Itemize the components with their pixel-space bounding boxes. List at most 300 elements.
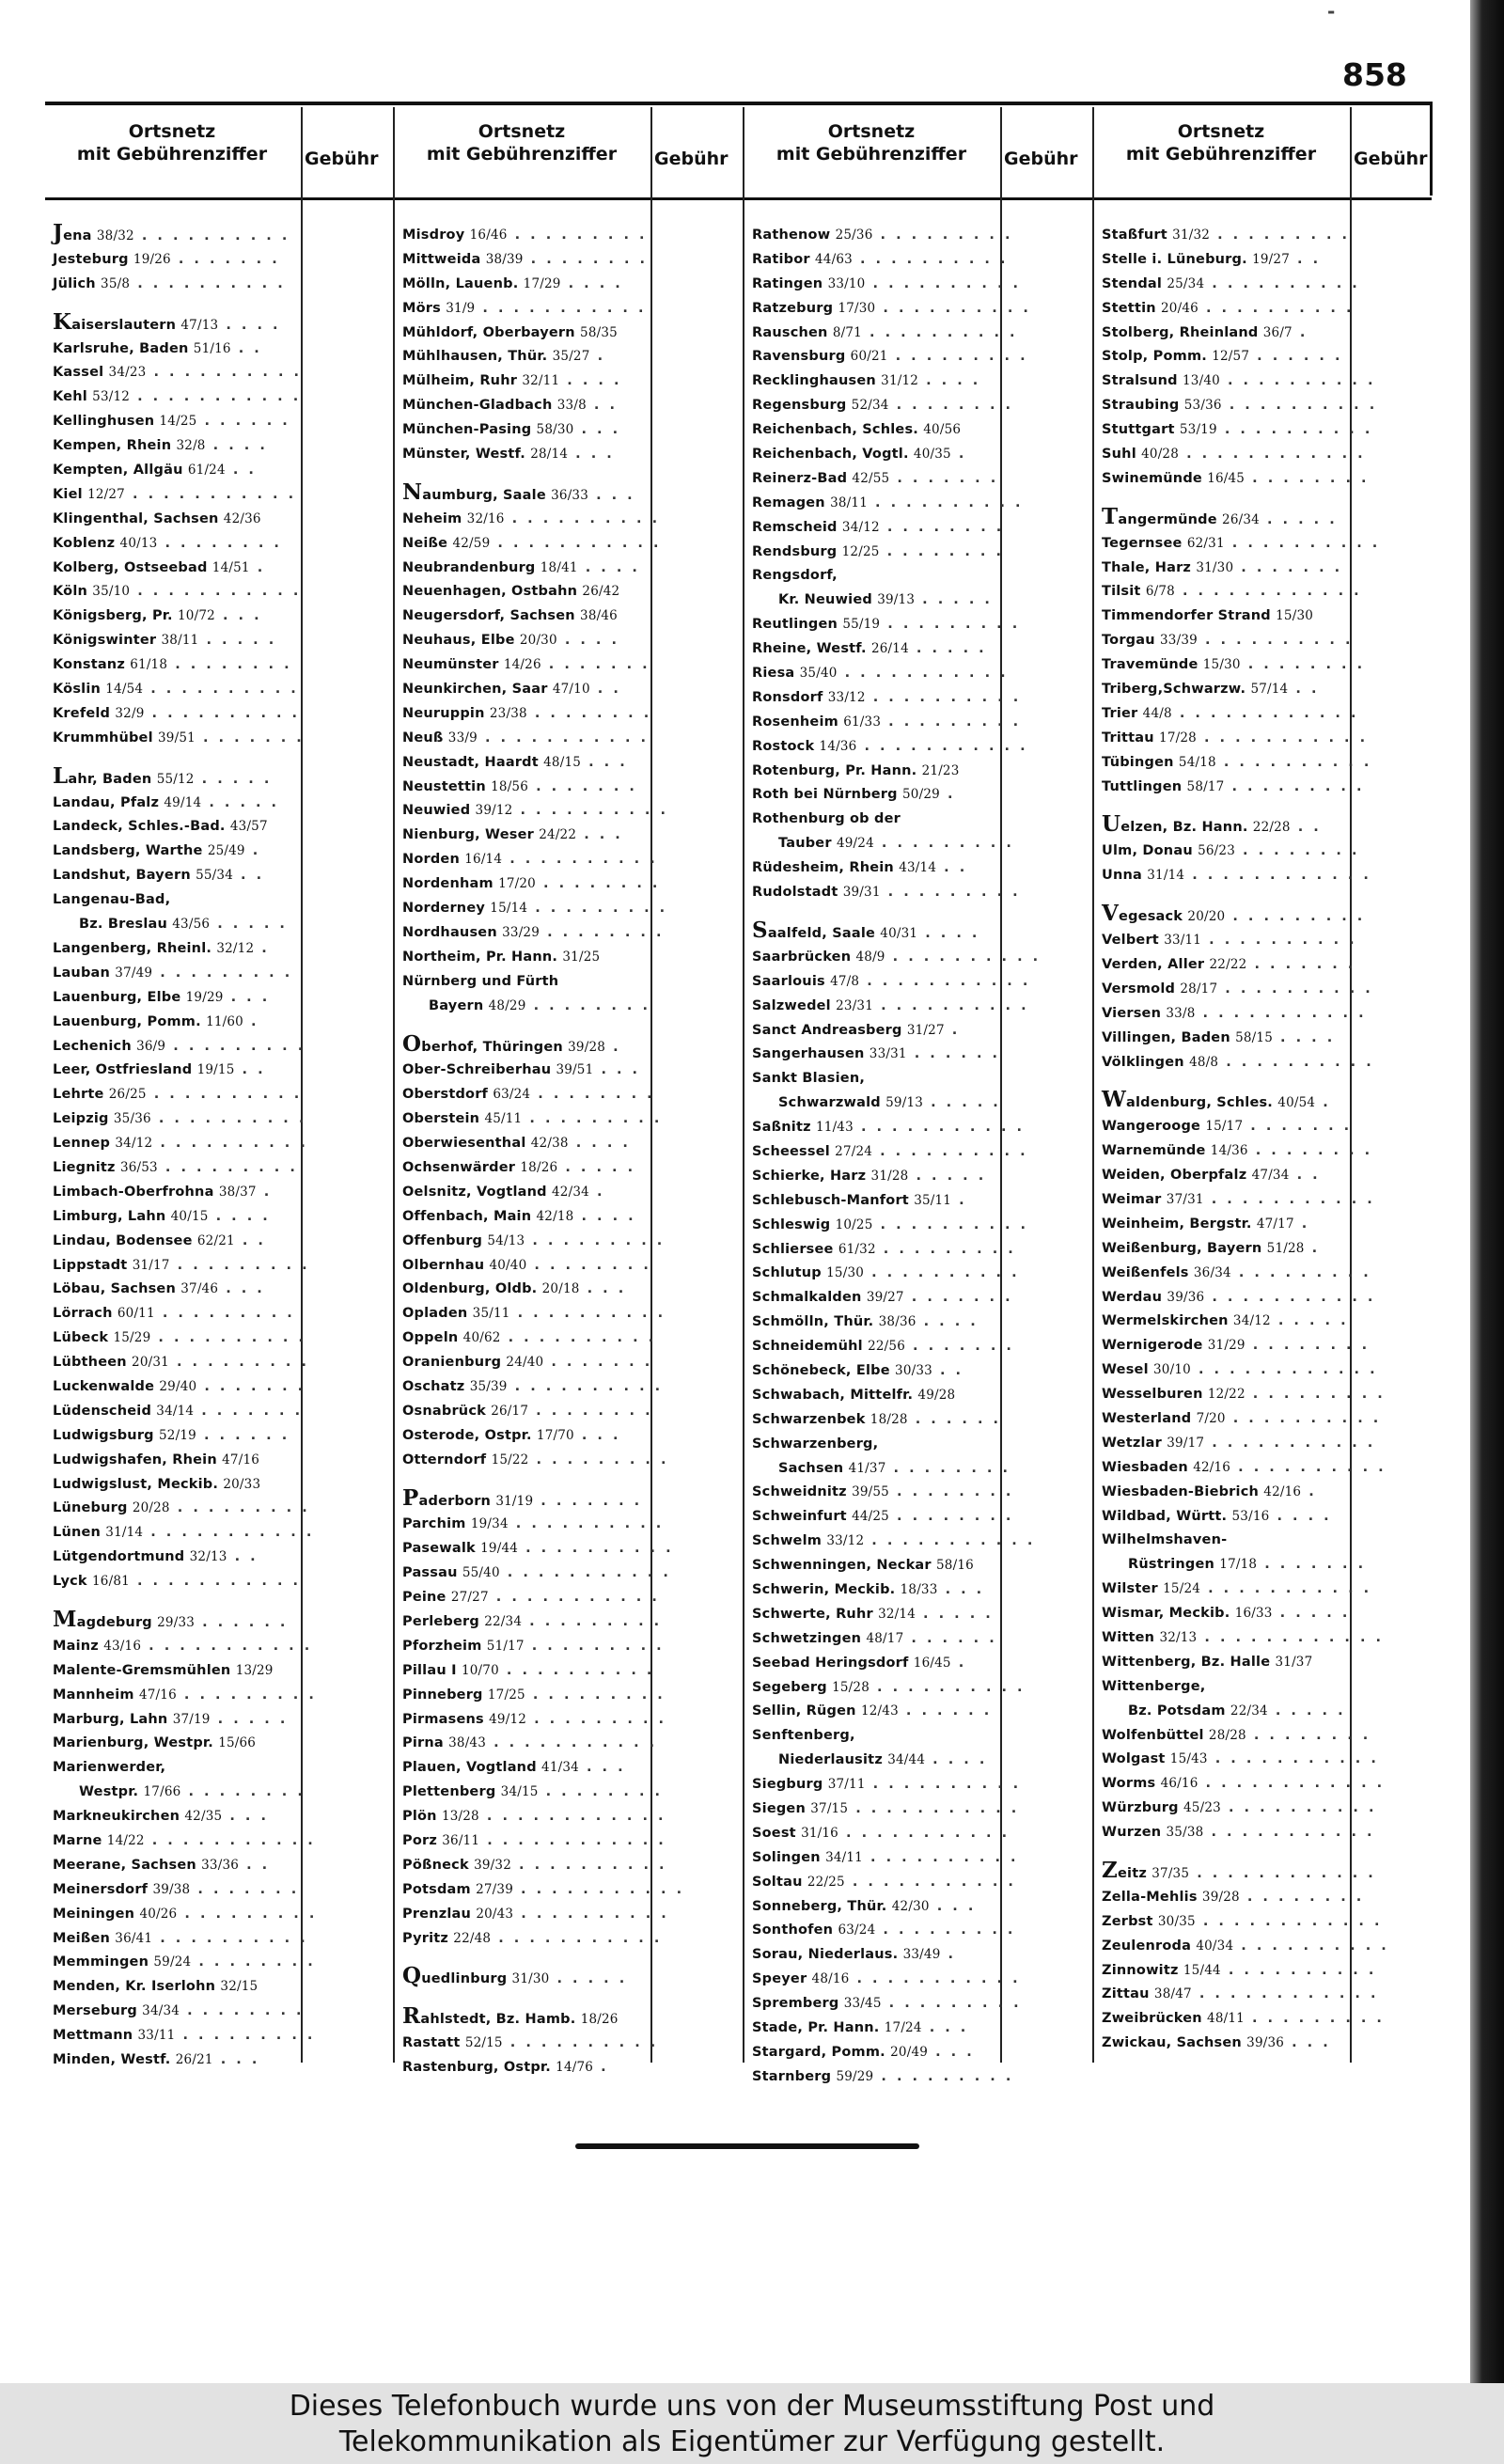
place-name: Landeck, Schles.-Bad.	[53, 819, 226, 835]
directory-entry	[1102, 1910, 1383, 1935]
fee-code: 14/51	[212, 559, 250, 575]
leader-dots: . . . . . . .	[195, 730, 305, 745]
fee-code: 20/30	[519, 633, 557, 649]
leader-dots: .	[249, 559, 266, 575]
fee-code: 27/24	[835, 1143, 873, 1159]
directory-entry	[1102, 1983, 1379, 2007]
leader-dots: . . . . . . . .	[530, 1087, 655, 1103]
place-name: Pasewalk	[402, 1541, 476, 1557]
directory-entry	[1102, 1553, 1367, 1577]
directory-entry	[53, 678, 299, 702]
place-name: Parchim	[402, 1516, 466, 1532]
place-name: Landshut, Bayern	[53, 868, 191, 884]
leader-dots: . . . .	[577, 559, 640, 575]
leader-dots: . . . . . . . .	[879, 519, 1005, 535]
fee-code: 41/34	[541, 1760, 579, 1776]
fee-code: 57/14	[1250, 682, 1289, 698]
fee-code: 51/28	[1266, 1240, 1305, 1256]
place-name: Langenberg, Rheinl.	[53, 940, 212, 956]
directory-columns	[45, 107, 1432, 2084]
place-name: Solingen	[752, 1849, 821, 1865]
fee-code: 19/27	[1252, 251, 1290, 267]
fee-code: 29/40	[159, 1378, 197, 1394]
place-name: Marburg, Lahn	[53, 1711, 168, 1727]
directory-entry	[752, 735, 1028, 760]
leader-dots: . . . . . . . . . .	[864, 1265, 1020, 1281]
place-name: Neugersdorf, Sachsen	[402, 608, 575, 624]
fee-code: 19/29	[185, 989, 224, 1005]
directory-entry	[53, 1107, 307, 1132]
fee-code: 42/59	[452, 535, 491, 551]
place-name: Ravensburg	[752, 349, 846, 365]
fee-code: 39/51	[556, 1062, 594, 1078]
fee-code: 11/60	[206, 1013, 243, 1029]
leader-dots: . . . . . . . . . .	[502, 2035, 659, 2051]
fee-code: 35/36	[113, 1111, 151, 1127]
fee-code: 38/11	[161, 633, 199, 649]
fee-code: 61/33	[843, 714, 882, 730]
directory-entry	[752, 662, 1009, 686]
leader-dots: . . . . . . . . . .	[1198, 300, 1355, 316]
leader-dots: . . . . . . . . . . .	[475, 300, 647, 316]
place-name: Regensburg	[752, 398, 847, 414]
leader-dots: . . . . . . . . .	[1225, 909, 1366, 925]
directory-entry	[1102, 1651, 1348, 1675]
place-name: Lünen	[53, 1525, 102, 1541]
fee-heading: Gebühr	[305, 149, 379, 169]
directory-entry	[752, 1968, 1021, 1992]
directory-entry	[1102, 953, 1356, 978]
leader-dots: . . . . . . . .	[526, 1257, 651, 1273]
place-name: Kempten, Allgäu	[53, 463, 183, 479]
leader-dots: . . . . . . . .	[1239, 1889, 1365, 1905]
directory-entry	[53, 1375, 306, 1400]
leader-dots: .	[951, 1192, 967, 1208]
leader-dots: . .	[936, 860, 968, 876]
directory-entry	[53, 1132, 308, 1156]
fee-code: 53/16	[1231, 1508, 1270, 1524]
leader-dots: .	[1293, 1216, 1310, 1232]
place-name: Weiden, Oberpfalz	[1102, 1168, 1247, 1184]
leader-dots: . . . . . . . . . . .	[490, 535, 662, 551]
leader-dots: . . . . . . . . . . . .	[1191, 1986, 1379, 2002]
directory-entry	[53, 913, 299, 937]
place-name: Segeberg	[752, 1679, 827, 1695]
leader-dots: . . .	[223, 989, 271, 1005]
directory-entry	[1102, 1886, 1365, 1910]
leader-dots: . . . . . . . .	[528, 1403, 653, 1419]
place-name: Siegburg	[752, 1777, 823, 1793]
place-name: Lübeck	[53, 1330, 109, 1346]
fee-code: 49/28	[917, 1387, 956, 1403]
directory-entry	[53, 762, 299, 792]
leader-dots: . .	[225, 463, 257, 479]
place-name: Koblenz	[53, 535, 116, 551]
directory-entry	[752, 1043, 1001, 1067]
place-name: Ludwigshafen, Rhein	[53, 1452, 217, 1467]
leader-dots: .	[950, 447, 967, 463]
place-name: Oldenburg, Oldb.	[402, 1281, 538, 1297]
directory-entry	[1102, 1481, 1348, 1505]
place-name: Neuwied	[402, 803, 471, 819]
leader-dots: . . . . .	[915, 1606, 994, 1622]
place-name: Weinheim, Bergstr.	[1102, 1216, 1252, 1232]
leader-dots: . . . .	[925, 1752, 988, 1768]
directory-entry	[402, 297, 649, 322]
fee-code: 35/8	[101, 275, 131, 291]
place-name: Pinneberg	[402, 1687, 483, 1703]
directory-entry	[402, 1230, 666, 1254]
leader-dots: . . . . . . . . . . .	[1204, 1289, 1376, 1305]
fee-code: 40/31	[880, 925, 918, 941]
place-name: Nürnberg und Fürth	[402, 973, 559, 989]
directory-entry	[1102, 224, 1351, 248]
directory-entry	[1102, 1237, 1348, 1262]
leader-dots: . . . . . . . . . .	[870, 1679, 1026, 1695]
place-name: Tauber	[778, 836, 832, 852]
column-3	[744, 107, 1092, 2084]
leader-dots: . . . . . . . . . .	[144, 705, 301, 721]
fee-code: 24/40	[506, 1355, 544, 1371]
fee-code: 38/37	[218, 1184, 257, 1200]
leader-dots: .	[593, 2060, 609, 2076]
place-name: Ochsenwärder	[402, 1159, 516, 1175]
place-name: Mölln, Lauenb.	[402, 275, 519, 291]
leader-dots: . . . . . . . .	[180, 1784, 306, 1800]
leader-dots: . . . . . . . . . . .	[1207, 1751, 1379, 1767]
directory-entry	[402, 1107, 663, 1132]
fee-code: 32/13	[189, 1549, 227, 1565]
fee-code: 12/43	[860, 1703, 899, 1719]
directory-entry	[752, 1310, 998, 1335]
ortsnetz-heading: Ortsnetz mit Gebührenziffer	[776, 121, 967, 165]
directory-entry	[1102, 1213, 1348, 1237]
directory-entry	[402, 776, 649, 800]
fee-code: 14/25	[159, 414, 197, 430]
fee-code: 37/19	[172, 1711, 211, 1727]
leader-dots: . . . . . . . . . .	[500, 1330, 657, 1346]
directory-entry	[1102, 678, 1348, 702]
fee-code: 32/14	[878, 1606, 916, 1622]
leader-dots: . . .	[212, 2052, 260, 2068]
leader-dots: . . . . . .	[898, 1703, 993, 1719]
fee-code: 20/46	[1161, 300, 1198, 316]
place-name: Wiesbaden	[1102, 1459, 1188, 1475]
place-name: Neiße	[402, 535, 448, 551]
directory-entry	[752, 1262, 1020, 1286]
leader-dots: . . . . . . . . . . .	[129, 1574, 302, 1590]
directory-entry	[402, 1083, 655, 1107]
leader-dots: . . . . . . . . .	[880, 885, 1021, 901]
directory-entry	[752, 1116, 1026, 1140]
place-name: Ludwigsburg	[53, 1427, 154, 1443]
leader-dots: . . . . . . . . . .	[150, 1111, 307, 1127]
fee-code: 26/14	[870, 641, 909, 657]
entry-initial: S	[752, 917, 768, 943]
place-name: Nienburg, Weser	[402, 827, 534, 843]
leader-dots: . . . . .	[194, 771, 273, 787]
fee-code: 17/25	[487, 1687, 525, 1703]
leader-dots: . . . . . . . . . . .	[837, 666, 1009, 682]
place-name: Straubing	[1102, 398, 1180, 414]
leader-dots: . . . .	[573, 1208, 636, 1224]
fee-code: 17/20	[498, 876, 536, 892]
place-name: Mannheim	[53, 1687, 134, 1703]
directory-entry	[53, 1326, 306, 1351]
leader-dots: . . .	[568, 447, 615, 463]
directory-entry	[752, 637, 998, 662]
fee-code: 39/31	[842, 885, 881, 901]
leader-dots: . . . . . . . . . . .	[143, 1525, 315, 1541]
place-name: Triberg,Schwarzw.	[1102, 682, 1246, 698]
directory-entry	[752, 711, 1022, 735]
fee-code: 39/28	[568, 1039, 606, 1055]
fee-code: 63/24	[838, 1923, 876, 1938]
column-header	[744, 107, 1092, 200]
place-name: Zinnowitz	[1102, 1962, 1179, 1978]
place-name: Neuß	[402, 730, 444, 745]
directory-entry	[752, 1797, 1020, 1822]
directory-entry	[402, 1781, 664, 1805]
leader-dots: . . . . . . . . . . . .	[1197, 1629, 1385, 1645]
place-name: Warnemünde	[1102, 1143, 1206, 1159]
directory-entry	[1102, 1286, 1376, 1310]
directory-entry	[1102, 297, 1355, 322]
directory-entry	[402, 1484, 649, 1514]
fee-code: 39/27	[866, 1290, 904, 1306]
place-name: Neuhaus, Elbe	[402, 633, 515, 649]
directory-entry	[752, 1578, 998, 1603]
directory-entry	[752, 1724, 998, 1749]
leader-dots: . . . .	[916, 1314, 979, 1330]
leader-dots: . . . . . . . . .	[525, 1232, 666, 1248]
fee-code: 33/45	[843, 1996, 882, 2012]
directory-entry	[1102, 604, 1348, 629]
leader-dots: . . . . . . .	[889, 470, 999, 486]
entry-initial: K	[53, 308, 72, 335]
leader-dots: . . . . . . . . .	[152, 965, 293, 981]
place-name: Osnabrück	[402, 1403, 486, 1419]
place-name: Wernigerode	[1102, 1338, 1203, 1354]
leader-dots: . . . . . . . .	[526, 705, 652, 721]
directory-entry	[1102, 811, 1348, 840]
directory-entry	[402, 1805, 666, 1829]
leader-dots: . . . . . . . . . .	[872, 1216, 1029, 1232]
place-name: Markneukirchen	[53, 1809, 180, 1825]
place-name: Schwerte, Ruhr	[752, 1606, 873, 1622]
place-name: Nordhausen	[402, 924, 497, 940]
fee-code: 47/16	[222, 1452, 260, 1467]
directory-entry	[402, 1059, 649, 1083]
place-name: Senftenberg,	[752, 1728, 855, 1744]
fee-code: 36/7	[1262, 324, 1292, 340]
directory-entry	[402, 1659, 655, 1684]
leader-dots: . . .	[576, 827, 623, 843]
place-name: Ulm, Donau	[1102, 843, 1193, 859]
fee-code: 18/33	[900, 1581, 938, 1597]
fee-code: 33/36	[201, 1857, 240, 1873]
directory-entry	[752, 1992, 1022, 2017]
leader-dots: . . . . . . . .	[180, 2003, 305, 2019]
fee-code: 30/10	[1153, 1362, 1191, 1378]
directory-entry	[1102, 1935, 1389, 1959]
place-name: Münster, Westf.	[402, 447, 525, 463]
place-name: Wolgast	[1102, 1751, 1166, 1767]
place-name: Nordenham	[402, 876, 494, 892]
place-name: Oberstdorf	[402, 1087, 489, 1103]
place-name: Luckenwalde	[53, 1378, 155, 1394]
leader-dots: . . . . .	[557, 1159, 636, 1175]
directory-entry	[53, 962, 299, 986]
leader-dots: . . . . . . . . . .	[1219, 373, 1376, 389]
fee-code: 37/35	[1152, 1866, 1190, 1881]
fee-code: 55/12	[156, 771, 195, 787]
fee-code: 15/17	[1205, 1119, 1244, 1135]
place-name: Tübingen	[1102, 754, 1174, 770]
place-name: Rosenheim	[752, 714, 838, 730]
leader-dots: . . . . . . . . . . .	[491, 1930, 663, 1946]
fee-code: 42/18	[536, 1208, 574, 1224]
fee-code: 58/30	[536, 422, 574, 438]
place-name: Lechenich	[53, 1038, 132, 1054]
fee-code: 19/44	[480, 1541, 519, 1557]
fee-code: 16/81	[92, 1574, 130, 1590]
fee-code: 34/11	[825, 1849, 863, 1865]
directory-entry	[1102, 2007, 1385, 2032]
place-name: Reichenbach, Vogtl.	[752, 447, 909, 463]
place-name: Rauschen	[752, 324, 828, 340]
leader-dots: . . . . . . . . . . .	[1203, 1825, 1375, 1841]
directory-entry	[1102, 929, 1357, 953]
directory-entry	[752, 2065, 1014, 2090]
place-name: Schliersee	[752, 1241, 834, 1257]
fee-code: 33/8	[1166, 1005, 1196, 1021]
leader-dots: .	[950, 1655, 967, 1671]
leader-dots: . . . . . . . . . .	[868, 494, 1024, 510]
leader-dots: . . . . .	[201, 794, 280, 810]
fee-code: 52/15	[464, 2035, 503, 2051]
leader-dots: . . . . . . . . . .	[498, 1662, 655, 1678]
fee-code: 39/38	[152, 1881, 191, 1897]
leader-dots: . . . . . . . .	[525, 997, 650, 1013]
directory-entry	[402, 557, 649, 581]
directory-entry	[402, 1424, 649, 1449]
directory-entry	[752, 248, 1009, 273]
leader-dots: . . . . . . . .	[1245, 470, 1370, 486]
fee-code: 31/16	[801, 1825, 838, 1841]
place-name: Rastatt	[402, 2035, 461, 2051]
place-name: Jülich	[53, 275, 96, 291]
fee-code: 60/21	[850, 349, 888, 365]
directory-entry	[53, 2048, 299, 2073]
fee-code: 25/36	[835, 228, 873, 243]
directory-entry	[1102, 1505, 1348, 1530]
fee-code: 28/14	[530, 447, 569, 463]
place-name: Westerland	[1102, 1410, 1192, 1426]
directory-entry	[1102, 1139, 1373, 1164]
fee-code: 22/34	[1230, 1703, 1268, 1719]
place-name: Lehrte	[53, 1087, 104, 1103]
place-name: Schwabach, Mittelfr.	[752, 1387, 914, 1403]
directory-entry	[752, 224, 1013, 248]
leader-dots: . . . . . . . . . .	[873, 997, 1029, 1013]
leader-dots: . . . . . . . . . . .	[856, 738, 1028, 754]
place-name: Klingenthal, Sachsen	[53, 510, 219, 526]
directory-entry	[1102, 345, 1348, 369]
directory-entry	[402, 1449, 669, 1473]
directory-entry	[53, 1756, 299, 1781]
directory-entry	[53, 1606, 299, 1635]
fee-code: 42/35	[184, 1809, 223, 1825]
fee-code: 12/27	[87, 486, 125, 502]
place-name: Leer, Ostfriesland	[53, 1062, 193, 1078]
page-number: 858	[1342, 56, 1407, 93]
leader-dots: . . . . . . . . .	[887, 349, 1028, 365]
directory-entry	[1102, 1577, 1372, 1602]
place-name: Remscheid	[752, 519, 838, 535]
directory-entry	[53, 2024, 316, 2048]
leader-dots: . . .	[929, 1898, 977, 1914]
provenance-footer	[0, 2383, 1504, 2464]
place-name: Verden, Aller	[1102, 956, 1205, 972]
entry-initial: Z	[1102, 1858, 1118, 1883]
leader-dots: . . . . . .	[196, 414, 290, 430]
place-name: aalfeld, Saale	[767, 925, 876, 941]
fee-code: 42/38	[530, 1136, 569, 1152]
place-name: Tegernsee	[1102, 535, 1183, 551]
fee-column-rule	[650, 107, 652, 2063]
directory-entry	[752, 881, 1021, 905]
directory-entry	[402, 394, 649, 418]
directory-entry	[402, 1156, 649, 1181]
directory-entry	[1102, 1115, 1353, 1139]
place-name: Kr. Neuwied	[778, 592, 872, 608]
leader-dots: . . . . . . . . .	[875, 1923, 1016, 1938]
place-name: Meißen	[53, 1930, 111, 1946]
directory-entry	[53, 1570, 302, 1594]
leader-dots: . . . . . . . . . . . .	[1171, 705, 1359, 721]
fee-code: 33/8	[556, 398, 587, 414]
place-name: Leipzig	[53, 1111, 109, 1127]
fee-code: 23/31	[836, 997, 874, 1013]
place-name: aderborn	[418, 1493, 492, 1509]
fee-code: 25/34	[1167, 275, 1205, 291]
leader-dots: . . . . . . . . .	[881, 714, 1022, 730]
leader-dots: . . . . . . . . . .	[1217, 981, 1373, 997]
directory-entry	[752, 1822, 1010, 1846]
leader-dots: . . . . . . . . .	[154, 1306, 295, 1322]
fee-code: 51/16	[193, 340, 231, 356]
leader-dots: .	[256, 1184, 273, 1200]
directory-entry	[752, 1481, 1014, 1505]
fee-code: 38/43	[448, 1735, 487, 1751]
directory-entry	[1102, 369, 1376, 394]
leader-dots: . . . . . . . . . . .	[848, 1801, 1020, 1816]
fee-code: 34/34	[142, 2003, 180, 2019]
fee-code: 32/16	[466, 510, 505, 526]
fee-code: 38/47	[1153, 1986, 1192, 2002]
place-name: Tuttlingen	[1102, 778, 1183, 794]
leader-dots: . . . . .	[549, 1971, 628, 1987]
leader-dots: . . . . . . . . . .	[504, 510, 661, 526]
place-name: Reutlingen	[752, 617, 838, 633]
fee-code: 36/33	[551, 487, 589, 503]
place-name: Wesel	[1102, 1362, 1149, 1378]
leader-dots: . . . . . . . . . . .	[130, 389, 302, 405]
directory-entry	[1102, 273, 1360, 297]
directory-entry	[53, 1254, 310, 1279]
place-name: Remagen	[752, 494, 825, 510]
